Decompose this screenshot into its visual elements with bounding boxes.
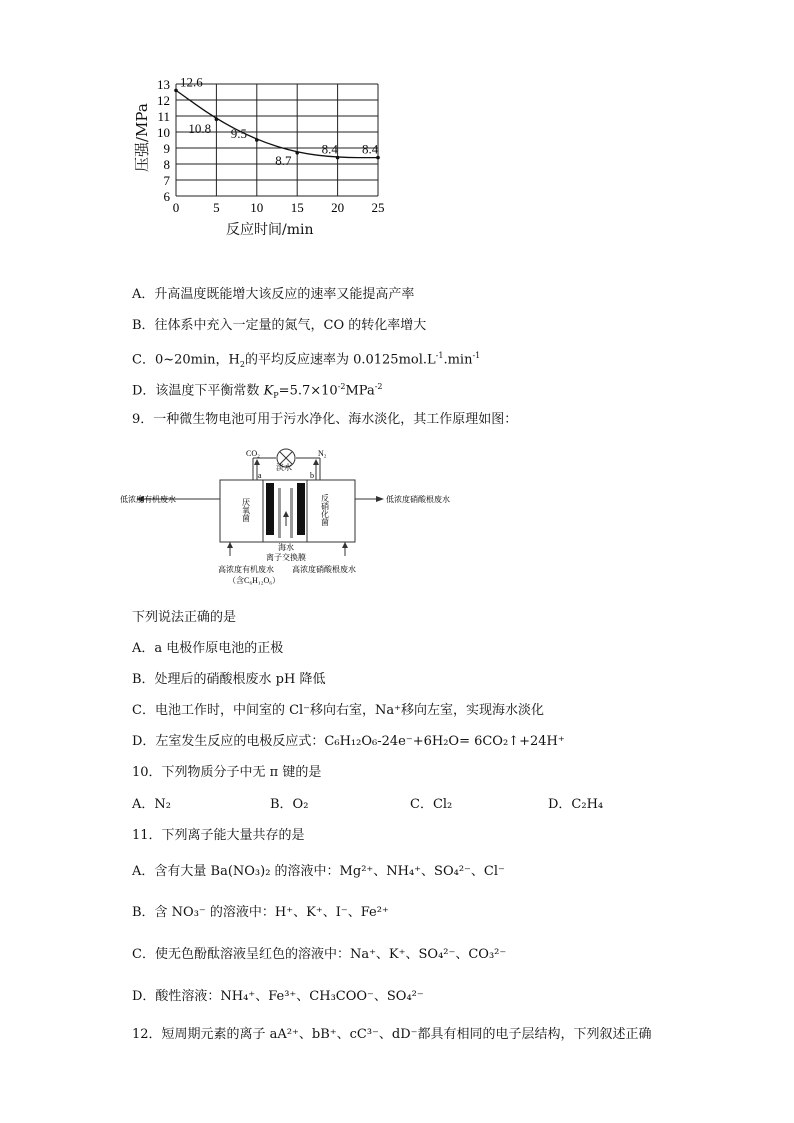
y-tick-label: 12: [157, 93, 170, 108]
q10-option-c: C．Cl₂: [410, 797, 453, 812]
data-label: 8.7: [275, 152, 292, 168]
chart-x-axis-label: 反应时间/min: [226, 222, 314, 238]
electrode-b-label: b: [310, 471, 314, 480]
q9-option-b: B．处理后的硝酸根废水 pH 降低: [132, 672, 326, 687]
electrode-a: [266, 483, 274, 535]
data-point: [215, 117, 219, 121]
x-tick-label: 15: [290, 200, 304, 215]
microbial-cell-diagram: [120, 438, 460, 588]
data-label: 9.5: [230, 126, 248, 141]
q8-option-c: C．0~20min，$H_2$的平均反应速率为 $0.0125mol.L^{-1}.\min^{-1}$: [132, 351, 481, 369]
anaerobic-bacteria-label: 厌氧菌: [241, 498, 251, 522]
fresh-water-label: 淡水: [276, 463, 292, 472]
q9-option-d: D．左室发生反应的电极反应式：C₆H₁₂O₆-24e⁻+6H₂O= 6CO₂↑+24H⁺: [132, 734, 565, 749]
q10-option-d: D．C₂H₄: [548, 797, 604, 812]
denitrifying-bacteria-label: 反硝化菌: [320, 494, 330, 526]
q8-option-b: B．往体系中充入一定量的氮气，CO 的转化率增大: [132, 318, 427, 333]
x-tick-label: 0: [172, 200, 180, 215]
y-tick-label: 7: [163, 173, 170, 188]
q11-option-c: C．使无色酚酞溶液呈红色的溶液中：Na⁺、K⁺、SO₄²⁻、CO₃²⁻: [132, 947, 507, 962]
co2-label: CO₂: [246, 449, 260, 458]
q9-option-c: C．电池工作时，中间室的 Cl⁻移向右室，Na⁺移向左室，实现海水淡化: [132, 703, 545, 718]
membrane-label: 离子交换膜: [266, 553, 306, 562]
q9-stem: 9．一种微生物电池可用于污水净化、海水淡化，其工作原理如图：: [132, 412, 518, 427]
y-tick-label: 8: [163, 157, 170, 172]
q10-option-a: A．N₂: [132, 797, 171, 812]
x-tick-label: 5: [213, 200, 220, 215]
seawater-label: 海水: [278, 543, 294, 552]
n2-label: N₂: [318, 449, 327, 458]
q10-stem: 10．下列物质分子中无 π 键的是: [132, 765, 322, 780]
x-tick-label: 25: [371, 200, 385, 215]
left-inlet-formula: （含C₆H₁₂O₆）: [228, 576, 281, 585]
data-label: 12.6: [180, 74, 203, 90]
y-tick-label: 10: [157, 125, 170, 140]
q8-option-a: A．升高温度既能增大该反应的速率又能提高产率: [132, 287, 415, 302]
y-tick-label: 6: [163, 189, 170, 204]
data-label: 8.4: [362, 141, 379, 157]
data-point: [255, 138, 259, 142]
q9-option-a: A．a 电极作原电池的正极: [132, 641, 284, 656]
chart-y-axis-label: 压强/MPa: [133, 103, 151, 172]
right-outlet-label: 低浓度硝酸根废水: [386, 495, 450, 504]
q11-option-a: A．含有大量 Ba(NO₃)₂ 的溶液中：Mg²⁺、NH₄⁺、SO₄²⁻、Cl⁻: [132, 864, 505, 879]
x-tick-label: 10: [250, 200, 264, 215]
electrode-b: [297, 483, 305, 535]
left-outlet-label: 低浓度有机废水: [120, 495, 176, 504]
q11-stem: 11．下列离子能大量共存的是: [132, 828, 305, 843]
q8-option-d: D．该温度下平衡常数 $K_P=5.7\times 10^{-2}MPa^{-2}$: [132, 382, 383, 400]
y-tick-label: 13: [157, 77, 170, 92]
q12-stem: 12．短周期元素的离子 aA²⁺、bB⁺、cC³⁻、dD⁻都具有相同的电子层结构，下列叙述正确: [132, 1027, 652, 1042]
y-tick-label: 9: [163, 141, 170, 156]
electrode-a-label: a: [258, 471, 262, 480]
data-label: 10.8: [188, 121, 212, 137]
data-point: [174, 89, 178, 93]
left-inlet-label: 高浓度有机废水: [218, 565, 274, 574]
q10-option-b: B．O₂: [270, 797, 309, 812]
y-tick-label: 11: [157, 109, 170, 124]
pressure-time-chart: [130, 64, 400, 244]
q9-prompt: 下列说法正确的是: [132, 610, 237, 625]
q11-option-d: D．酸性溶液：NH₄⁺、Fe³⁺、CH₃COO⁻、SO₄²⁻: [132, 989, 424, 1004]
x-tick-label: 20: [331, 200, 345, 215]
data-label: 8.4: [321, 141, 338, 157]
right-inlet-label: 高浓度硝酸根废水: [292, 565, 356, 574]
q11-option-b: B．含 NO₃⁻ 的溶液中：H⁺、K⁺、I⁻、Fe²⁺: [132, 905, 389, 920]
data-point: [295, 151, 299, 155]
